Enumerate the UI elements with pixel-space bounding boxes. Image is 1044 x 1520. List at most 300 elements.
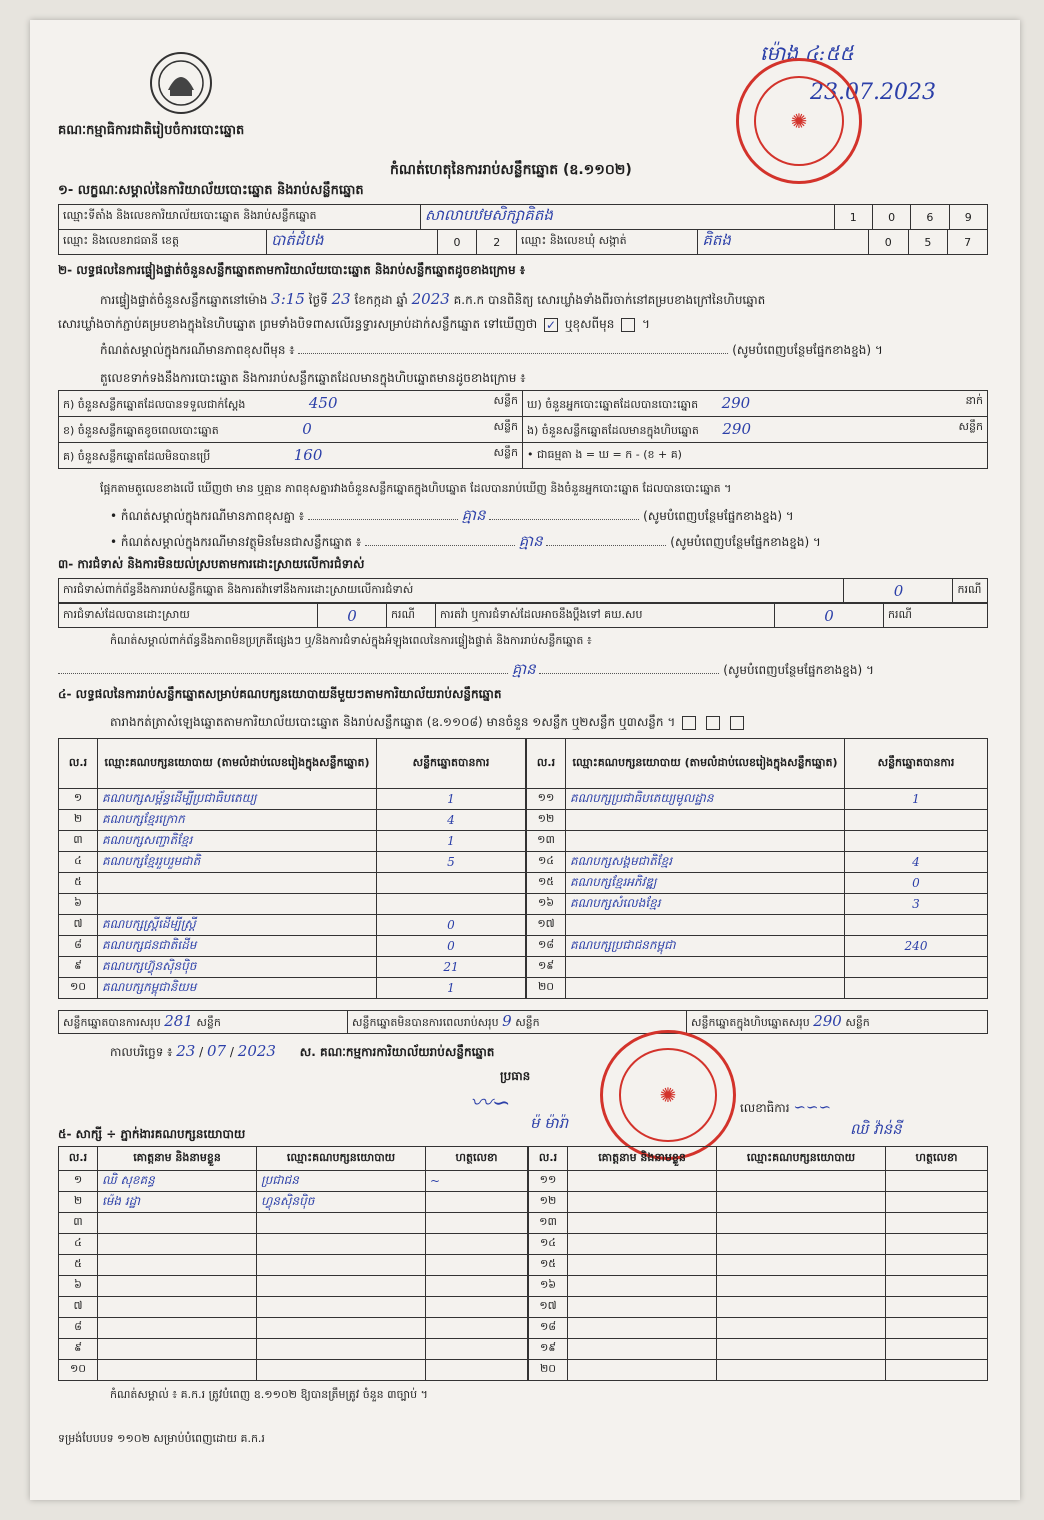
witness-signature xyxy=(886,1171,988,1192)
party-name: គណបក្សសញ្ជាតិខ្មែរ xyxy=(98,831,377,852)
secretary-name: ឈិ វ៉ាន់នី xyxy=(850,1120,902,1138)
date-day: 23 xyxy=(176,1042,196,1060)
witness-row xyxy=(59,1255,528,1276)
section1-table-row2 xyxy=(58,229,988,255)
row-no: ២០ xyxy=(529,1360,568,1381)
party-votes: 21 xyxy=(377,957,526,978)
obj-row2b-value: 0 xyxy=(775,604,884,628)
row-no: ២ xyxy=(59,810,98,831)
count-ka-value: 450 xyxy=(308,393,338,412)
witness-signature xyxy=(886,1213,988,1234)
col-party: ឈ្មោះគណបក្សនយោបាយ xyxy=(717,1147,886,1171)
date-line: កាលបរិច្ឆេទ ៖ 23 / 07 / 2023 ស. គណៈកម្មការការិយាល័យរាប់សន្លឹកឆ្នោត xyxy=(110,1042,495,1060)
witness-party xyxy=(257,1255,426,1276)
witness-name xyxy=(98,1339,257,1360)
count-kha: ខ) ចំនួនសន្លឹកឆ្នោតខូចពេលបោះឆ្នោត 0 សន្លឹក xyxy=(59,417,523,443)
obj-row1-unit: ករណី xyxy=(953,579,988,603)
party-votes: 4 xyxy=(377,810,526,831)
row-no: ១៦ xyxy=(527,894,566,915)
witness-signature xyxy=(426,1255,528,1276)
party-votes: 1 xyxy=(377,831,526,852)
section3-note-line: គ្មាន (សូមបំពេញបន្ថែមផ្នែកខាងខ្នង) ។ xyxy=(58,660,874,682)
col-no: ល.រ xyxy=(527,739,566,789)
result-row xyxy=(59,789,526,810)
section4-heading: ៤- លទ្ធផលនៃការរាប់សន្លឹកឆ្នោតសម្រាប់គណបក្សនយោបាយនីមួយៗតាមការិយាល័យរាប់សន្លឹកឆ្នោត xyxy=(58,687,502,701)
row-no: ១៣ xyxy=(529,1213,568,1234)
witness-signature xyxy=(886,1234,988,1255)
party-votes: 5 xyxy=(377,852,526,873)
count-formula: • ជាធម្មតា ង = ឃ = ក - (ខ + គ) xyxy=(523,443,988,469)
witness-row xyxy=(529,1255,988,1276)
obj-row2b-unit: ករណី xyxy=(884,604,988,628)
note-label: កំណត់សម្គាល់ក្នុងករណីមានភាពខុសពីមុន ៖ xyxy=(100,343,295,357)
witness-name: ឈិ សុខគន្ធ xyxy=(98,1171,257,1192)
result-row xyxy=(527,789,988,810)
row-no: ១៦ xyxy=(529,1276,568,1297)
party-name: គណបក្សប្រជាធិបតេយ្យមូលដ្ឋាន xyxy=(566,789,845,810)
result-row xyxy=(59,978,526,999)
row-no: ២០ xyxy=(527,978,566,999)
witness-signature xyxy=(886,1339,988,1360)
form-page xyxy=(30,20,1020,1500)
count-ko: គ) ចំនួនសន្លឹកឆ្នោតដែលមិនបានប្រើ 160 សន្លឹក xyxy=(59,443,523,469)
witness-signature xyxy=(426,1339,528,1360)
row-no: ១៥ xyxy=(527,873,566,894)
party-name: គណបក្សជនជាតិដើម xyxy=(98,936,377,957)
verify-text-d: គ.ក.ក បានពិនិត្យ សោរឃ្លាំងទាំងពីរចាក់នៅគម្របខាងក្រៅនៃហិបឆ្នោត xyxy=(453,293,766,307)
row-no: ៦ xyxy=(59,894,98,915)
row-no: ១៧ xyxy=(527,915,566,936)
row2-commune-label: ឈ្មោះ និងលេខឃុំ សង្កាត់ xyxy=(517,230,698,255)
row1-digit: 0 xyxy=(872,205,910,230)
bullet1-value: គ្មាន xyxy=(461,506,486,524)
row-no: ១១ xyxy=(529,1171,568,1192)
witness-row xyxy=(59,1339,528,1360)
row1-digit: 1 xyxy=(834,205,872,230)
party-votes xyxy=(377,873,526,894)
count-ka: ក) ចំនួនសន្លឹកឆ្នោតដែលបានទទួលជាក់ស្តែង 450 សន្លឹក xyxy=(59,391,523,417)
section4-attach: តារាងកត់ត្រាសំឡេងឆ្នោតតាមការិយាល័យបោះឆ្នោត និងរាប់សន្លឹកឆ្នោត (ឧ.១១០៨) មានចំនួន ១សន្លឹក ឬ២សន្លឹក ឬ៣សន្លឹក ។ xyxy=(110,714,747,732)
witness-party xyxy=(717,1171,886,1192)
witness-name xyxy=(98,1318,257,1339)
witness-signature xyxy=(886,1192,988,1213)
results-table-right xyxy=(526,738,988,999)
party-votes: 3 xyxy=(845,894,988,915)
witness-table-right xyxy=(528,1146,988,1381)
checkbox-2-sheet[interactable] xyxy=(706,716,720,730)
witness-row xyxy=(529,1234,988,1255)
witness-row xyxy=(59,1192,528,1213)
witness-party xyxy=(257,1297,426,1318)
witness-row xyxy=(529,1276,988,1297)
col-votes: សន្លឹកឆ្នោតបានការ xyxy=(845,739,988,789)
verify-text-b: ថ្ងៃទី xyxy=(308,293,328,307)
witness-row xyxy=(59,1213,528,1234)
diff-text: ផ្អែកតាមតួលេខខាងលើ ឃើញថា មាន ឬគ្មាន ភាពខុសគ្នារវាងចំនួនសន្លឹកឆ្នោតក្នុងហិបឆ្នោត ដែលបានរាប់ឃើញ និងចំនួនអ្នកបោះឆ្នោត ដែលបានបោះឆ្នោត ។ xyxy=(100,482,732,495)
witness-name xyxy=(568,1213,717,1234)
witness-name xyxy=(568,1318,717,1339)
party-name: គណបក្សសង្គមជាតិខ្មែរ xyxy=(566,852,845,873)
witness-row xyxy=(529,1360,988,1381)
party-votes xyxy=(845,831,988,852)
note-hint: (សូមបំពេញបន្ថែមផ្នែកខាងខ្នង) ។ xyxy=(732,343,883,357)
witness-name xyxy=(98,1255,257,1276)
count-kho: ឃ) ចំនួនអ្នកបោះឆ្នោតដែលបានបោះឆ្នោត 290 នាក់ xyxy=(523,391,988,417)
count-kha-value: 0 xyxy=(302,419,312,438)
official-stamp-bottom xyxy=(600,1030,736,1160)
row-no: ២ xyxy=(59,1192,98,1213)
section5-heading: ៥- សាក្សី ÷ ភ្នាក់ងារគណបក្សនយោបាយ xyxy=(58,1127,246,1141)
row-no: ១១ xyxy=(527,789,566,810)
total-valid-value: 281 xyxy=(164,1012,193,1030)
party-name: គណបក្សហ៊្វុនស៊ិនប៉ិច xyxy=(98,957,377,978)
row1-digit: 9 xyxy=(949,205,987,230)
verify-line-2: សោរឃ្លាំងចាក់ភ្ជាប់គម្របខាងក្នុងនៃហិបឆ្នោត ព្រមទាំងបិទពាសលើរន្ធទ្វារសម្រាប់ដាក់សន្លឹកឆ្នោត ទៅឃើញថា ✓ ឬខុសពីមុន ។ xyxy=(58,317,650,332)
handwritten-time-note: ម៉ោង ៤:៥៥ xyxy=(760,41,854,65)
party-name: គណបក្សខ្មែរក្រោក xyxy=(98,810,377,831)
witness-signature xyxy=(426,1192,528,1213)
party-name: គណបក្សខ្មែរអភិវឌ្ឍ xyxy=(566,873,845,894)
witness-party xyxy=(717,1255,886,1276)
witness-name xyxy=(568,1171,717,1192)
witness-party xyxy=(257,1234,426,1255)
row1-label: ឈ្មោះទីតាំង និងលេខការិយាល័យបោះឆ្នោត និងរាប់សន្លឹកឆ្នោត xyxy=(59,205,421,230)
result-row xyxy=(59,894,526,915)
bullet1: • កំណត់សម្គាល់ក្នុងករណីមានភាពខុសគ្នា ៖ គ្មាន (សូមបំពេញបន្ថែមផ្នែកខាងខ្នង) ។ xyxy=(110,506,794,524)
witness-name xyxy=(98,1213,257,1234)
row-no: ១៧ xyxy=(529,1297,568,1318)
result-row xyxy=(59,810,526,831)
row1-value: សាលាបឋមសិក្សាគិតង xyxy=(420,205,834,230)
witness-signature xyxy=(426,1318,528,1339)
total-box-value: 290 xyxy=(813,1012,842,1030)
witness-signature xyxy=(886,1318,988,1339)
party-votes: 1 xyxy=(377,789,526,810)
verify-day: 23 xyxy=(331,290,351,308)
witness-signature xyxy=(886,1297,988,1318)
note-line xyxy=(100,342,883,360)
witness-party xyxy=(717,1234,886,1255)
result-row xyxy=(59,873,526,894)
row-no: ៤ xyxy=(59,852,98,873)
row-no: ១០ xyxy=(59,978,98,999)
witness-party xyxy=(717,1276,886,1297)
row-no: ៨ xyxy=(59,936,98,957)
witness-row xyxy=(529,1339,988,1360)
section3-heading: ៣- ការជំទាស់ និងការមិនយល់ស្របតាមការដោះស្រាយលើការជំទាស់ xyxy=(58,557,365,571)
checkbox-3-sheet[interactable] xyxy=(730,716,744,730)
row-no: ៧ xyxy=(59,915,98,936)
verify-time: 3:15 xyxy=(271,290,305,308)
row-no: ១៩ xyxy=(527,957,566,978)
result-row xyxy=(527,852,988,873)
party-name xyxy=(566,810,845,831)
witness-row xyxy=(59,1297,528,1318)
committee-label: ស. គណៈកម្មការការិយាល័យរាប់សន្លឹកឆ្នោត xyxy=(299,1045,495,1059)
row2-commune-digit: 0 xyxy=(868,230,908,255)
row-no: ១៤ xyxy=(527,852,566,873)
witness-name xyxy=(568,1255,717,1276)
witness-row xyxy=(59,1318,528,1339)
emblem-icon xyxy=(148,50,214,116)
row-no: ៣ xyxy=(59,1213,98,1234)
result-row xyxy=(527,831,988,852)
result-row xyxy=(527,873,988,894)
committee-name: គណៈកម្មាធិការជាតិរៀបចំការបោះឆ្នោត xyxy=(58,123,245,138)
witness-signature xyxy=(426,1276,528,1297)
witness-name xyxy=(568,1360,717,1381)
witness-party xyxy=(717,1192,886,1213)
counts-table xyxy=(58,390,988,469)
verify-text-e: សោរឃ្លាំងចាក់ភ្ជាប់គម្របខាងក្នុងនៃហិបឆ្នោត ព្រមទាំងបិទពាសលើរន្ធទ្វារសម្រាប់ដាក់សន្លឹកឆ្នោត ទៅឃើញថា xyxy=(58,317,538,331)
col-no: ល.រ xyxy=(59,739,98,789)
party-votes xyxy=(845,978,988,999)
party-votes xyxy=(845,957,988,978)
party-votes: 1 xyxy=(845,789,988,810)
row-no: ១២ xyxy=(529,1192,568,1213)
counts-intro: តួលេខទាក់ទងនឹងការបោះឆ្នោត និងការរាប់សន្លឹកឆ្នោតដែលមានក្នុងហិបឆ្នោតមានដូចខាងក្រោម ៖ xyxy=(100,371,526,385)
col-party: ឈ្មោះគណបក្សនយោបាយ (តាមលំដាប់លេខរៀងក្នុងសន្លឹកឆ្នោត) xyxy=(98,739,377,789)
date-year: 2023 xyxy=(237,1042,276,1060)
witness-party xyxy=(717,1360,886,1381)
obj-row1-value: 0 xyxy=(844,579,953,603)
row-no: ៨ xyxy=(59,1318,98,1339)
section1-table xyxy=(58,204,988,230)
party-name: គណបក្សសំលេងខ្មែរ xyxy=(566,894,845,915)
party-votes: 4 xyxy=(845,852,988,873)
totals-table xyxy=(58,1010,988,1034)
party-name: គណបក្សប្រជាជនកម្ពុជា xyxy=(566,936,845,957)
witness-name xyxy=(568,1297,717,1318)
row2-commune-value: គិតង xyxy=(698,230,869,255)
witness-row xyxy=(59,1171,528,1192)
party-name: គណបក្សសម្ព័ន្ធដើម្បីប្រជាធិបតេយ្យ xyxy=(98,789,377,810)
checkbox-different[interactable] xyxy=(621,318,635,332)
row-no: ៤ xyxy=(59,1234,98,1255)
party-votes: 1 xyxy=(377,978,526,999)
witness-table-left xyxy=(58,1146,528,1381)
party-name xyxy=(98,873,377,894)
party-name: គណបក្សស្ត្រីដើម្បីស្ត្រី xyxy=(98,915,377,936)
row-no: ១៩ xyxy=(529,1339,568,1360)
result-row xyxy=(59,831,526,852)
witness-signature xyxy=(426,1360,528,1381)
obj-row1-label: ការជំទាស់ពាក់ព័ន្ធនឹងការរាប់សន្លឹកឆ្នោត និងការតវ៉ាទៅនឹងការដោះស្រាយលើការជំទាស់ xyxy=(59,579,844,603)
verify-text-c: ខែកក្កដា ឆ្នាំ xyxy=(354,293,408,307)
party-votes: 0 xyxy=(377,915,526,936)
witness-row xyxy=(529,1213,988,1234)
col-name: គោត្តនាម និងនាមខ្លួន xyxy=(568,1147,717,1171)
party-name: គណបក្សកម្ពុជានិយម xyxy=(98,978,377,999)
result-row xyxy=(527,894,988,915)
party-name xyxy=(566,957,845,978)
row-no: ១៣ xyxy=(527,831,566,852)
chair-label: ប្រធាន xyxy=(500,1069,531,1083)
date-month: 07 xyxy=(207,1042,227,1060)
witness-name xyxy=(98,1276,257,1297)
col-party: ឈ្មោះគណបក្សនយោបាយ (តាមលំដាប់លេខរៀងក្នុងសន្លឹកឆ្នោត) xyxy=(566,739,845,789)
result-row xyxy=(527,978,988,999)
witness-name xyxy=(98,1234,257,1255)
emblem-icon: ✺ xyxy=(619,1048,717,1141)
row-no: ៣ xyxy=(59,831,98,852)
section3-note: កំណត់សម្គាល់ពាក់ព័ន្ធនឹងភាពមិនប្រក្រតីផ្សេងៗ ឬ/និងការជំទាស់ក្នុងអំឡុងពេលនៃការផ្ទៀងផ្ទាត់ និងការរាប់សន្លឹកឆ្នោត ៖ xyxy=(110,634,592,647)
witness-party xyxy=(717,1213,886,1234)
chair-signature: 〰∽ xyxy=(470,1091,511,1116)
witness-name xyxy=(98,1360,257,1381)
total-invalid: សន្លឹកឆ្នោតមិនបានការពេលរាប់សរុប 9 សន្លឹក xyxy=(348,1011,687,1034)
result-row xyxy=(59,852,526,873)
objections-table-row2 xyxy=(58,603,988,628)
form-title: កំណត់ហេតុនៃការរាប់សន្លឹកឆ្នោត (ឧ.១១០២) xyxy=(390,162,632,178)
section1-heading: ១- លក្ខណៈសម្គាល់នៃការិយាល័យបោះឆ្នោត និងរាប់សន្លឹកឆ្នោត xyxy=(58,183,364,198)
witness-party xyxy=(717,1297,886,1318)
witness-signature xyxy=(426,1234,528,1255)
result-row xyxy=(527,915,988,936)
total-valid: សន្លឹកឆ្នោតបានការសរុប 281 សន្លឹក xyxy=(59,1011,348,1034)
count-ngo-value: 290 xyxy=(722,419,752,438)
row-no: ១៥ xyxy=(529,1255,568,1276)
section2-heading: ២- លទ្ធផលនៃការផ្ទៀងផ្ទាត់ចំនួនសន្លឹកឆ្នោតតាមការិយាល័យបោះឆ្នោត និងរាប់សន្លឹកឆ្នោតដូចខាងក្រោម ៖ xyxy=(58,263,526,277)
witness-party: ប្រជាជន xyxy=(257,1171,426,1192)
row2-digit: 0 xyxy=(437,230,477,255)
result-row xyxy=(527,810,988,831)
witness-party xyxy=(717,1339,886,1360)
row2-commune-digit: 5 xyxy=(908,230,948,255)
obj-row2-unit: ករណី xyxy=(387,604,436,628)
row-no: ១៤ xyxy=(529,1234,568,1255)
objections-table xyxy=(58,578,988,603)
row1-digit: 6 xyxy=(911,205,949,230)
party-votes: 240 xyxy=(845,936,988,957)
witness-name: ម៉េង រដ្ឋា xyxy=(98,1192,257,1213)
witness-signature xyxy=(886,1255,988,1276)
verify-year: 2023 xyxy=(411,290,450,308)
emblem-icon: ✺ xyxy=(754,76,844,166)
witness-signature xyxy=(886,1360,988,1381)
party-name: គណបក្សខ្មែររួបរួមជាតិ xyxy=(98,852,377,873)
results-table-left xyxy=(58,738,526,999)
witness-signature xyxy=(426,1297,528,1318)
row-no: ១០ xyxy=(59,1360,98,1381)
obj-row2-label: ការជំទាស់ដែលបានដោះស្រាយ xyxy=(59,604,318,628)
witness-name xyxy=(568,1339,717,1360)
witness-party xyxy=(257,1339,426,1360)
row-no: ១ xyxy=(59,1171,98,1192)
row2-label: ឈ្មោះ និងលេខរាជធានី ខេត្ត xyxy=(59,230,267,255)
row-no: ៩ xyxy=(59,957,98,978)
result-row xyxy=(59,936,526,957)
form-ref: ទម្រង់បែបបទ ១១០២ សម្រាប់បំពេញដោយ គ.ក.រ xyxy=(58,1432,265,1445)
secretary-signature: ∽∽∽ xyxy=(793,1098,832,1116)
row-no: ៦ xyxy=(59,1276,98,1297)
col-no: ល.រ xyxy=(529,1147,568,1171)
party-name xyxy=(566,915,845,936)
bullet2: • កំណត់សម្គាល់ក្នុងករណីមានវត្ថុមិនមែនជាសន្លឹកឆ្នោត ៖ គ្មាន (សូមបំពេញបន្ថែមផ្នែកខាងខ្នង) ។ xyxy=(110,532,821,550)
row-no: ១៨ xyxy=(527,936,566,957)
secretary-line: លេខាធិការ ∽∽∽ xyxy=(740,1098,832,1116)
witness-party xyxy=(257,1276,426,1297)
chair-name: ម៉ ម៉ារ៉ា xyxy=(530,1114,569,1132)
note-fill xyxy=(298,353,728,354)
col-sign: ហត្ថលេខា xyxy=(426,1147,528,1171)
opt-different-label: ឬខុសពីមុន xyxy=(564,317,615,331)
col-name: គោត្តនាម និងនាមខ្លួន xyxy=(98,1147,257,1171)
count-ko-value: 160 xyxy=(293,445,323,464)
row-no: ១២ xyxy=(527,810,566,831)
witness-row xyxy=(529,1318,988,1339)
witness-party xyxy=(257,1360,426,1381)
result-row xyxy=(59,915,526,936)
total-invalid-value: 9 xyxy=(502,1012,512,1030)
witness-name xyxy=(568,1192,717,1213)
witness-row xyxy=(59,1234,528,1255)
witness-party xyxy=(257,1318,426,1339)
row2-commune-digit: 7 xyxy=(948,230,988,255)
witness-party xyxy=(717,1318,886,1339)
party-votes xyxy=(845,915,988,936)
col-no: ល.រ xyxy=(59,1147,98,1171)
bullet2-value: គ្មាន xyxy=(518,532,543,550)
witness-row xyxy=(529,1297,988,1318)
verify-text-a: ការផ្ទៀងផ្ទាត់ចំនួនសន្លឹកឆ្នោតនៅម៉ោង xyxy=(100,293,268,307)
witness-party xyxy=(257,1213,426,1234)
row-no: ១ xyxy=(59,789,98,810)
row-no: ៥ xyxy=(59,1255,98,1276)
result-row xyxy=(59,957,526,978)
party-votes: 0 xyxy=(845,873,988,894)
col-votes: សន្លឹកឆ្នោតបានការ xyxy=(377,739,526,789)
row-no: ១៨ xyxy=(529,1318,568,1339)
witness-row xyxy=(529,1192,988,1213)
witness-row xyxy=(529,1171,988,1192)
witness-signature: ~ xyxy=(426,1171,528,1192)
obj-row2b-label: ការតវ៉ា ឬការជំទាស់ដែលអាចនឹងប្តឹងទៅ គឃ.សប xyxy=(436,604,775,628)
verify-line-1 xyxy=(100,290,765,310)
row2-value: បាត់ដំបង xyxy=(267,230,438,255)
witness-signature xyxy=(426,1213,528,1234)
count-kho-value: 290 xyxy=(721,393,751,412)
result-row xyxy=(527,936,988,957)
witness-name xyxy=(568,1234,717,1255)
party-votes: 0 xyxy=(377,936,526,957)
count-ngo: ង) ចំនួនសន្លឹកឆ្នោតដែលមានក្នុងហិបឆ្នោត 290 សន្លឹក xyxy=(523,417,988,443)
result-row xyxy=(527,957,988,978)
handwritten-date-note: 23.07.2023 xyxy=(810,80,936,105)
witness-party: ហ្វុនស៊ិនប៉ិច xyxy=(257,1192,426,1213)
witness-name xyxy=(568,1276,717,1297)
party-votes xyxy=(845,810,988,831)
witness-row xyxy=(59,1276,528,1297)
party-name xyxy=(566,831,845,852)
witness-row xyxy=(59,1360,528,1381)
witness-signature xyxy=(886,1276,988,1297)
total-box: សន្លឹកឆ្នោតក្នុងហិបឆ្នោតសរុប 290 សន្លឹក xyxy=(687,1011,988,1034)
row-no: ៧ xyxy=(59,1297,98,1318)
checkbox-same[interactable]: ✓ xyxy=(546,317,557,332)
witness-name xyxy=(98,1297,257,1318)
row-no: ៩ xyxy=(59,1339,98,1360)
row-no: ៥ xyxy=(59,873,98,894)
party-votes xyxy=(377,894,526,915)
party-name xyxy=(98,894,377,915)
col-sign: ហត្ថលេខា xyxy=(886,1147,988,1171)
section3-note-value: គ្មាន xyxy=(511,660,536,678)
row2-digit: 2 xyxy=(477,230,517,255)
checkbox-1-sheet[interactable] xyxy=(682,716,696,730)
col-party: ឈ្មោះគណបក្សនយោបាយ xyxy=(257,1147,426,1171)
footer-note: កំណត់សម្គាល់ ៖ គ.ក.រ ត្រូវបំពេញ ឧ.១១០២ ឱ្យបានត្រឹមត្រូវ ចំនួន ៣ច្បាប់ ។ xyxy=(110,1388,428,1401)
